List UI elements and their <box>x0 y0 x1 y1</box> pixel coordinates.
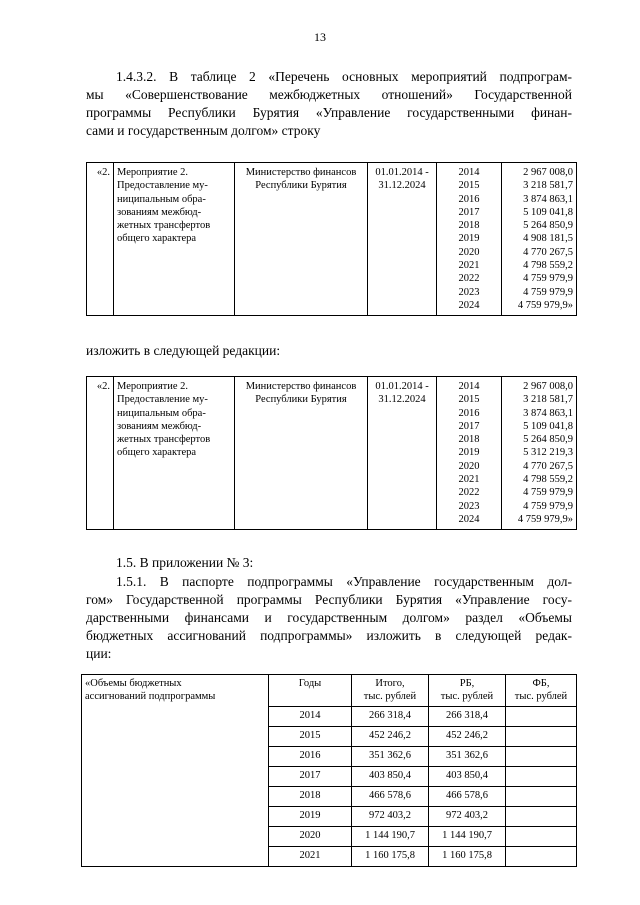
year-value: 2018 <box>458 434 480 446</box>
para-4-line-4: бюджетных ассигнований подпрограммы» изложить в следующей редак- <box>86 628 572 643</box>
total-cell: 266 318,4 <box>352 706 429 726</box>
period-line: 01.01.2014 - <box>375 381 429 392</box>
measure-name-line: зованиям межбюд- <box>117 420 202 432</box>
para-1-line-1: 1.4.3.2. В таблице 2 «Перечень основных мероприятий подпрограм- <box>116 69 572 84</box>
total-cell: 403 850,4 <box>352 766 429 786</box>
fb-cell <box>506 706 577 726</box>
amount-value: 2 967 008,0 <box>523 381 573 392</box>
executor-line: Министерство финансов <box>245 381 357 392</box>
measure-name-line: ниципальным обра- <box>117 407 206 419</box>
year-value: 2022 <box>458 273 480 285</box>
amount-value: 3 218 581,7 <box>523 394 573 406</box>
fb-cell <box>506 846 577 866</box>
paragraph-edit-instruction <box>86 342 572 360</box>
page-number: 13 <box>314 30 326 44</box>
amount-value: 3 874 863,1 <box>523 407 573 419</box>
budget-label-line: ассигнований подпрограммы <box>85 691 216 703</box>
year-value: 2016 <box>458 193 480 205</box>
amount-value: 4 770 267,5 <box>523 460 573 472</box>
amount-value: 3 874 863,1 <box>523 193 573 205</box>
amount-value: 5 109 041,8 <box>523 206 573 218</box>
year-value: 2024 <box>458 299 480 311</box>
rb-cell: 1 160 175,8 <box>429 846 506 866</box>
year-cell: 2019 <box>269 806 352 826</box>
amount-value: 2 967 008,0 <box>523 167 573 178</box>
amount-value: 4 759 979,9» <box>517 513 573 525</box>
para-1-line-3: программы Республики Бурятия «Управление государственными финан- <box>86 105 572 120</box>
para-2-text: изложить в следующей редакции: <box>86 343 281 358</box>
year-cell: 2016 <box>269 746 352 766</box>
measure-name-line: Предоставление му- <box>117 180 208 192</box>
rb-cell: 972 403,2 <box>429 806 506 826</box>
fb-cell <box>506 826 577 846</box>
period <box>368 377 437 530</box>
period <box>368 163 437 316</box>
executor-line: Республики Бурятия <box>255 180 347 192</box>
measure-name-line: общего характера <box>117 233 197 245</box>
year-cell: 2018 <box>269 786 352 806</box>
table-row <box>87 377 577 530</box>
measure-name <box>114 377 235 530</box>
year-value: 2017 <box>458 206 480 218</box>
amount-value: 4 759 979,9 <box>523 286 573 298</box>
fb-cell <box>506 746 577 766</box>
year-cell: 2015 <box>269 726 352 746</box>
total-cell: 1 160 175,8 <box>352 846 429 866</box>
amount-value: 5 264 850,9 <box>523 434 573 446</box>
year-value: 2023 <box>458 286 480 298</box>
measure-name-line: Мероприятие 2. <box>117 381 189 392</box>
total-cell: 452 246,2 <box>352 726 429 746</box>
year-cell: 2021 <box>269 846 352 866</box>
executor-line: Республики Бурятия <box>255 394 347 406</box>
total-cell: 972 403,2 <box>352 806 429 826</box>
total-cell: 466 578,6 <box>352 786 429 806</box>
measure-name-line: жетных трансфертов <box>117 220 211 232</box>
executor-line: Министерство финансов <box>245 167 357 178</box>
rb-cell: 452 246,2 <box>429 726 506 746</box>
paragraph-1-5 <box>86 554 572 572</box>
year-value: 2014 <box>458 381 480 392</box>
year-value: 2018 <box>458 220 480 232</box>
paragraph-1-4-3-2 <box>86 68 572 140</box>
measure-name <box>114 163 235 316</box>
rb-cell: 403 850,4 <box>429 766 506 786</box>
fb-cell <box>506 766 577 786</box>
header-fb: ФБ, тыс. рублей <box>506 675 577 707</box>
executor <box>235 163 368 316</box>
years-column <box>437 377 502 530</box>
years-column <box>437 163 502 316</box>
fb-cell <box>506 726 577 746</box>
amount-value: 4 770 267,5 <box>523 246 573 258</box>
year-value: 2020 <box>458 246 480 258</box>
year-value: 2016 <box>458 407 480 419</box>
table-new-row <box>86 376 577 530</box>
amount-value: 4 798 559,2 <box>523 260 573 272</box>
year-value: 2022 <box>458 487 480 499</box>
period-line: 01.01.2014 - <box>375 167 429 178</box>
year-value: 2015 <box>458 180 480 192</box>
total-cell: 351 362,6 <box>352 746 429 766</box>
para-1-line-2: мы «Совершенствование межбюджетных отношений» Государственной <box>86 87 572 102</box>
amount-value: 5 312 219,3 <box>523 447 573 459</box>
year-value: 2024 <box>458 513 480 525</box>
para-4-line-3: дарственными финансами и государственным долгом» раздел «Объемы <box>86 610 572 625</box>
year-value: 2023 <box>458 500 480 512</box>
year-value: 2019 <box>458 447 480 459</box>
header-total: Итого, тыс. рублей <box>352 675 429 707</box>
rb-cell: 466 578,6 <box>429 786 506 806</box>
fb-cell <box>506 806 577 826</box>
measure-name-line: общего характера <box>117 447 197 459</box>
period-line: 31.12.2024 <box>378 394 426 406</box>
measure-name-line: зованиям межбюд- <box>117 206 202 218</box>
amount-value: 4 759 979,9 <box>523 273 573 285</box>
year-value: 2015 <box>458 394 480 406</box>
table-row <box>87 163 577 316</box>
header-rb: РБ, тыс. рублей <box>429 675 506 707</box>
amounts-column <box>502 163 577 316</box>
table-old-row <box>86 162 577 316</box>
amount-value: 4 759 979,9 <box>523 487 573 499</box>
amount-value: 4 798 559,2 <box>523 474 573 486</box>
row-number: «2. <box>87 377 114 530</box>
amount-value: 5 264 850,9 <box>523 220 573 232</box>
measure-name-line: Предоставление му- <box>117 394 208 406</box>
rb-cell: 351 362,6 <box>429 746 506 766</box>
budget-section-label <box>82 675 269 867</box>
period-line: 31.12.2024 <box>378 180 426 192</box>
header-years: Годы <box>269 675 352 707</box>
budget-header-row <box>82 675 577 707</box>
amounts-column <box>502 377 577 530</box>
para-3-text: 1.5. В приложении № 3: <box>116 555 254 570</box>
measure-name-line: Мероприятие 2. <box>117 167 189 178</box>
year-value: 2021 <box>458 260 480 272</box>
year-cell: 2017 <box>269 766 352 786</box>
para-4-line-5: ции: <box>86 646 112 661</box>
measure-name-line: ниципальным обра- <box>117 193 206 205</box>
amount-value: 4 759 979,9» <box>517 299 573 311</box>
para-1-line-4: сами и государственным долгом» строку <box>86 123 321 138</box>
measure-name-line: жетных трансфертов <box>117 434 211 446</box>
amount-value: 4 908 181,5 <box>523 233 573 245</box>
year-cell: 2020 <box>269 826 352 846</box>
rb-cell: 266 318,4 <box>429 706 506 726</box>
amount-value: 5 109 041,8 <box>523 420 573 432</box>
paragraph-1-5-1 <box>86 573 572 663</box>
amount-value: 3 218 581,7 <box>523 180 573 192</box>
year-value: 2017 <box>458 420 480 432</box>
para-4-line-2: гом» Государственной программы Республики Бурятия «Управление госу- <box>86 592 572 607</box>
row-number: «2. <box>87 163 114 316</box>
year-value: 2019 <box>458 233 480 245</box>
year-value: 2014 <box>458 167 480 178</box>
year-value: 2021 <box>458 474 480 486</box>
budget-table <box>81 674 577 867</box>
executor <box>235 377 368 530</box>
amount-value: 4 759 979,9 <box>523 500 573 512</box>
year-cell: 2014 <box>269 706 352 726</box>
total-cell: 1 144 190,7 <box>352 826 429 846</box>
rb-cell: 1 144 190,7 <box>429 826 506 846</box>
budget-label-line: «Объемы бюджетных <box>85 678 182 689</box>
fb-cell <box>506 786 577 806</box>
year-value: 2020 <box>458 460 480 472</box>
para-4-line-1: 1.5.1. В паспорте подпрограммы «Управление государственным дол- <box>116 574 572 589</box>
